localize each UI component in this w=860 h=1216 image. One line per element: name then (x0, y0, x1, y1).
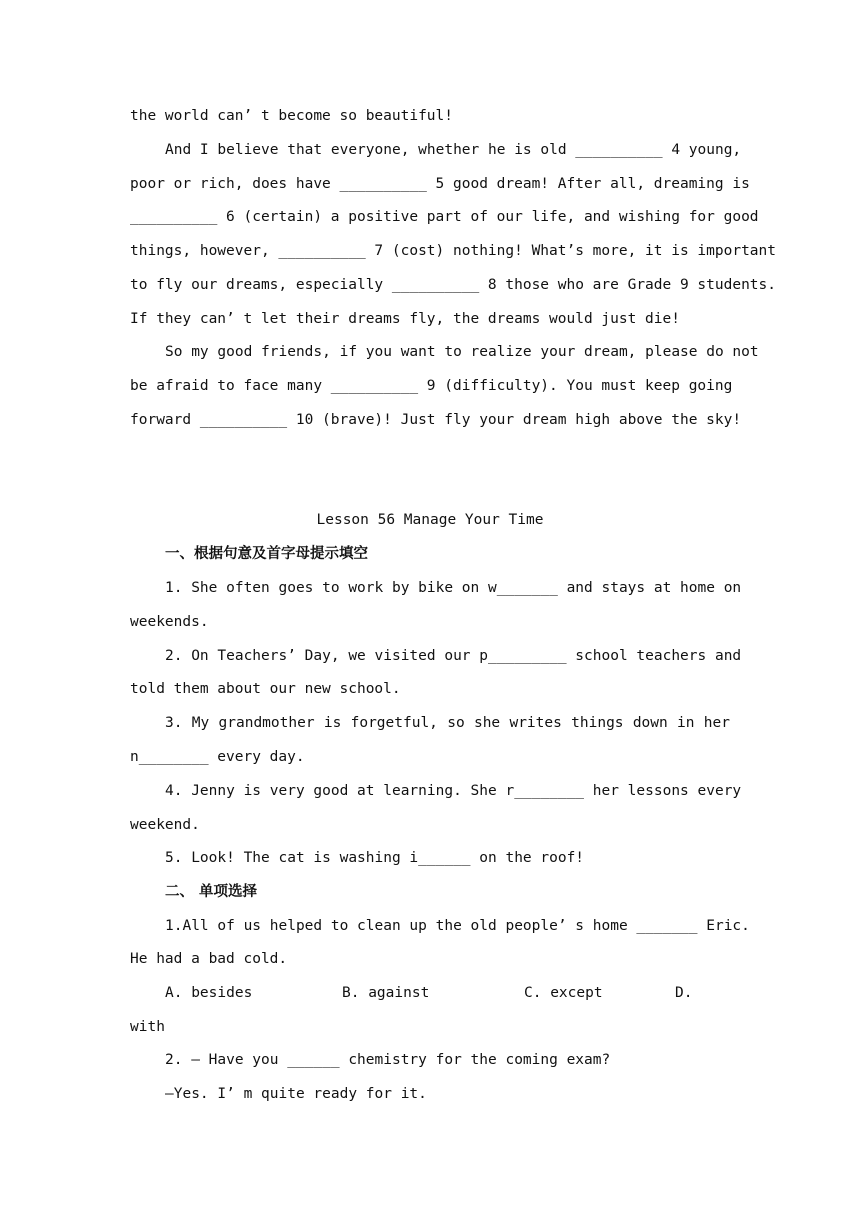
passage-line-9: be afraid to face many __________ 9 (difficulty). You must keep going (130, 378, 733, 394)
question-2-line-1: 2. On Teachers’ Day, we visited our p_________ school teachers and (165, 648, 742, 664)
passage-line-2: And I believe that everyone, whether he is old __________ 4 young, (165, 142, 742, 158)
mc-question-1-options (165, 983, 730, 1003)
passage-line-8: So my good friends, if you want to realize your dream, please do not (165, 344, 759, 360)
question-4-line-2: weekend. (130, 817, 200, 833)
mc-question-2-line-2: —Yes. I’ m quite ready for it. (165, 1086, 427, 1102)
question-1-line-1: 1. She often goes to work by bike on w_______ and stays at home on (165, 580, 742, 596)
passage-line-7: If they can’ t let their dreams fly, the dreams would just die! (130, 311, 680, 327)
passage-line-3: poor or rich, does have __________ 5 good dream! After all, dreaming is (130, 176, 750, 192)
option-b: B. against (342, 985, 430, 1001)
passage-line-10: forward __________ 10 (brave)! Just fly your dream high above the sky! (130, 412, 742, 428)
passage-line-1: the world can’ t become so beautiful! (130, 108, 454, 124)
question-3-line-1: 3. My grandmother is forgetful, so she writes things down in her (165, 715, 730, 731)
passage-line-6: to fly our dreams, especially __________ 8 those who are Grade 9 students. (130, 277, 777, 293)
mc-question-2-line-1: 2. — Have you ______ chemistry for the coming exam? (165, 1052, 611, 1068)
lesson-title: Lesson 56 Manage Your Time (316, 512, 544, 528)
option-a: A. besides (165, 985, 253, 1001)
mc-question-1-line-1: 1.All of us helped to clean up the old people’ s home _______ Eric. (165, 918, 750, 934)
question-4-line-1: 4. Jenny is very good at learning. She r________ her lessons every (165, 783, 742, 799)
option-d: D. (675, 985, 693, 1001)
passage-line-5: things, however, __________ 7 (cost) nothing! What’s more, it is important (130, 243, 777, 259)
section-heading-multiple-choice: 二、 单项选择 (165, 884, 258, 900)
mc-question-1-option-d-text: with (130, 1019, 165, 1035)
passage-line-4: __________ 6 (certain) a positive part of our life, and wishing for good (130, 209, 759, 225)
question-3-line-2: n________ every day. (130, 749, 305, 765)
question-5: 5. Look! The cat is washing i______ on the roof! (165, 850, 585, 866)
question-1-line-2: weekends. (130, 614, 209, 630)
option-c: C. except (524, 985, 603, 1001)
section-heading-fill-in: 一、根据句意及首字母提示填空 (165, 546, 368, 562)
question-2-line-2: told them about our new school. (130, 681, 401, 697)
mc-question-1-line-2: He had a bad cold. (130, 951, 288, 967)
